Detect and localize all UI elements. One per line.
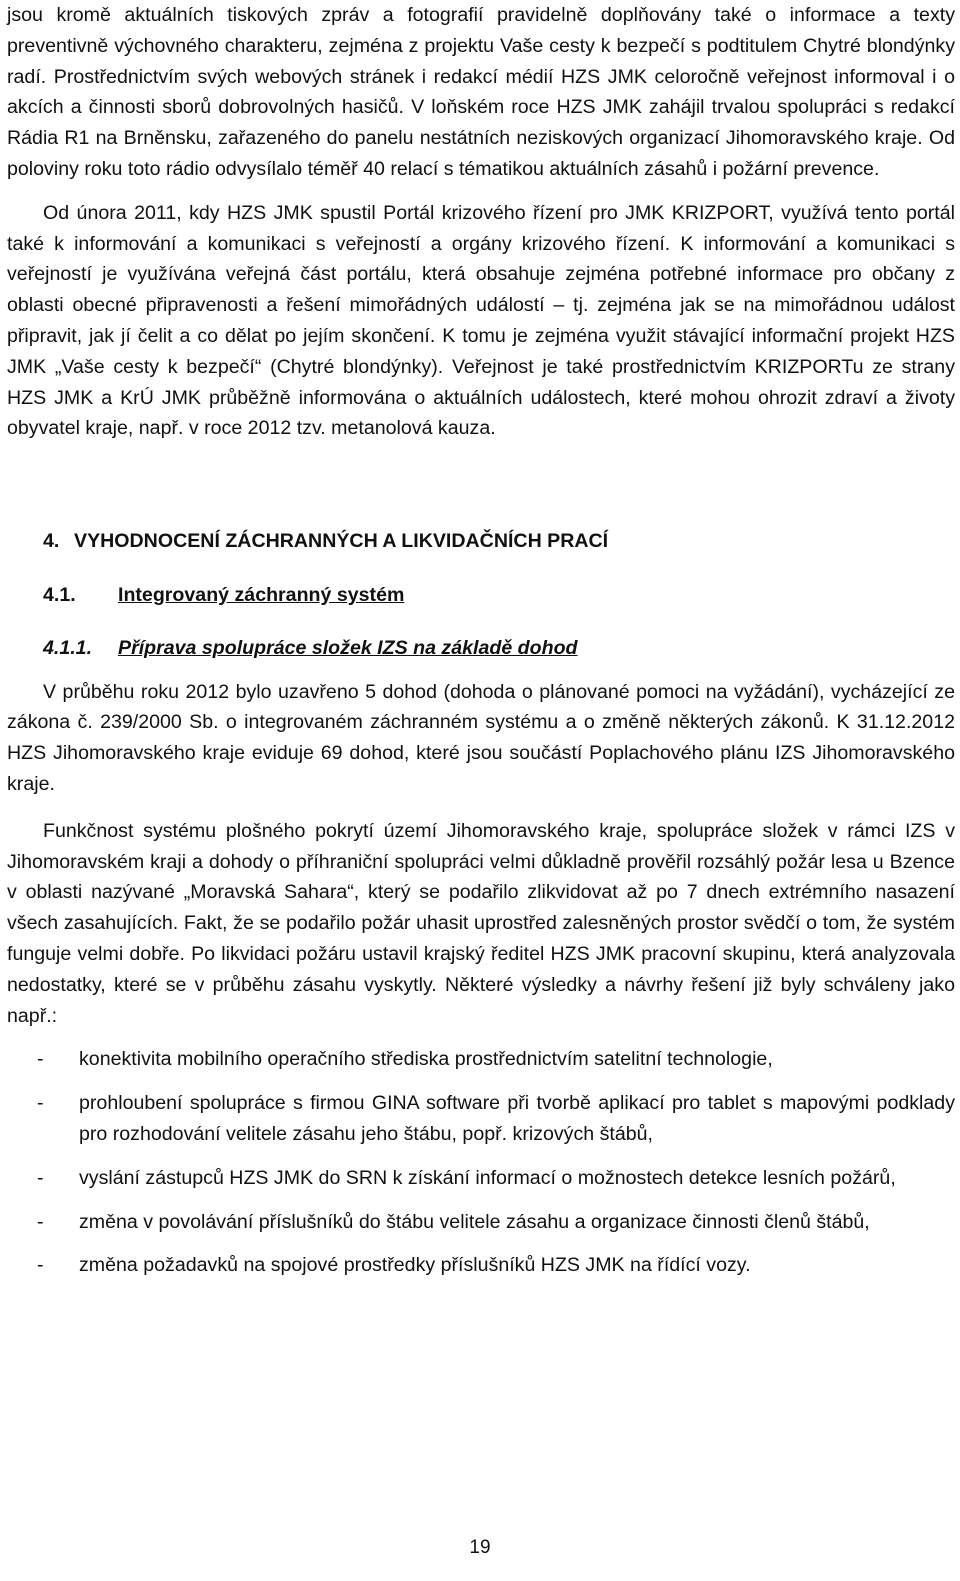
page-number: 19	[469, 1537, 491, 1558]
list-item	[7, 1250, 955, 1281]
subsubsection-heading	[7, 633, 955, 664]
section-heading	[7, 526, 955, 557]
paragraph-dohody: V průběhu roku 2012 bylo uzavřeno 5 dohod (dohoda o plánované pomoci na vyžádání), vycházející ze zákona č. 239/2000 Sb. o integrovaném záchranném systému a o změně některých zákonů. K 31.12.2012 HZS Jihomoravského kraje eviduje 69 dohod, které jsou součástí Poplachového plánu IZS Jihomoravského kraje.	[7, 680, 955, 795]
list-item	[7, 1088, 955, 1150]
subsection-title: Integrovaný záchranný systém	[118, 583, 405, 606]
subsubsection-number: 4.1.1.	[43, 636, 93, 659]
list-item-text: konektivita mobilního operačního střediska prostřednictvím satelitní technologie,	[79, 1048, 773, 1071]
list-item	[7, 1207, 955, 1238]
list-bullet: -	[37, 1048, 44, 1071]
list-bullet: -	[37, 1254, 44, 1277]
list-item-text: vyslání zástupců HZS JMK do SRN k získání informací o možnostech detekce lesních požárů,	[79, 1166, 896, 1189]
page-content	[7, 0, 955, 1281]
subsection-number: 4.1.	[43, 583, 76, 606]
section-title: VYHODNOCENÍ ZÁCHRANNÝCH A LIKVIDAČNÍCH PRACÍ	[74, 530, 609, 553]
list-item-text: změna požadavků na spojové prostředky příslušníků HZS JMK na řídící vozy.	[79, 1254, 751, 1277]
paragraph-continued: jsou kromě aktuálních tiskových zpráv a fotografií pravidelně doplňovány také o informace a texty preventivně výchovného charakteru, zejména z projektu Vaše cesty k bezpečí s podtitulem Chytré blondýnky radí. Prostřednictvím svých webových stránek i redakcí médií HZS JMK celoročně veřejnost informoval i o akcích a činnosti sborů dobrovolných hasičů. V loňském roce HZS JMK zahájil trvalou spolupráci s redakcí Rádia R1 na Brněnsku, zařazeného do panelu nestátních neziskových organizací Jihomoravského kraje. Od poloviny roku toto rádio odvysílalo téměř 40 relací s tématikou aktuálních zásahů i požární prevence.	[7, 4, 955, 180]
subsubsection-title: Příprava spolupráce složek IZS na základě dohod	[118, 636, 578, 659]
list-bullet: -	[37, 1166, 44, 1189]
list-item-text: změna v povolávání příslušníků do štábu velitele zásahu a organizace činnosti členů štábů,	[79, 1210, 870, 1233]
section-number: 4.	[43, 530, 60, 553]
list-item	[7, 1044, 955, 1075]
paragraph-funkcnost: Funkčnost systému plošného pokrytí území Jihomoravského kraje, spolupráce složek v rámci IZS v Jihomoravském kraji a dohody o příhraniční spolupráci velmi důkladně prověřil rozsáhlý požár lesa u Bzence v oblasti nazývané „Moravská Sahara“, který se podařilo zlikvidovat až po 7 dnech extrémního nasazení všech zasahujících. Fakt, že se podařilo požár uhasit uprostřed zalesněných prostor svědčí o tom, že systém funguje velmi dobře. Po likvidaci požáru ustavil krajský ředitel HZS JMK pracovní skupinu, která analyzovala nedostatky, které se v průběhu zásahu vyskytly. Některé výsledky a návrhy řešení již byly schváleny jako např.:	[7, 819, 955, 1027]
paragraph-krizport: Od února 2011, kdy HZS JMK spustil Portál krizového řízení pro JMK KRIZPORT, využívá tento portál také k informování a komunikaci s veřejností a orgány krizového řízení. K informování a komunikaci s veřejností je využívána veřejná část portálu, která obsahuje zejména potřebné informace pro občany z oblasti obecné připravenosti a řešení mimořádných událostí – tj. zejména jak se na mimořádnou událost připravit, jak jí čelit a co dělat po jejím skončení. K tomu je zejména využit stávající informační projekt HZS JMK „Vaše cesty k bezpečí“ (Chytré blondýnky). Veřejnost je také prostřednictvím KRIZPORTu ze strany HZS JMK a KrÚ JMK průběžně informována o aktuálních událostech, které mohou ohrozit zdraví a životy obyvatel kraje, např. v roce 2012 tzv. metanolová kauza.	[7, 201, 955, 440]
list-bullet: -	[37, 1092, 44, 1115]
list-bullet: -	[37, 1210, 44, 1233]
list-item	[7, 1163, 955, 1194]
list-item-text: prohloubení spolupráce s firmou GINA software při tvorbě aplikací pro tablet s mapovými podklady pro rozhodování velitele zásahu jeho štábu, popř. krizových štábů,	[79, 1092, 955, 1145]
subsection-heading	[7, 580, 955, 611]
measures-list	[7, 1044, 955, 1281]
